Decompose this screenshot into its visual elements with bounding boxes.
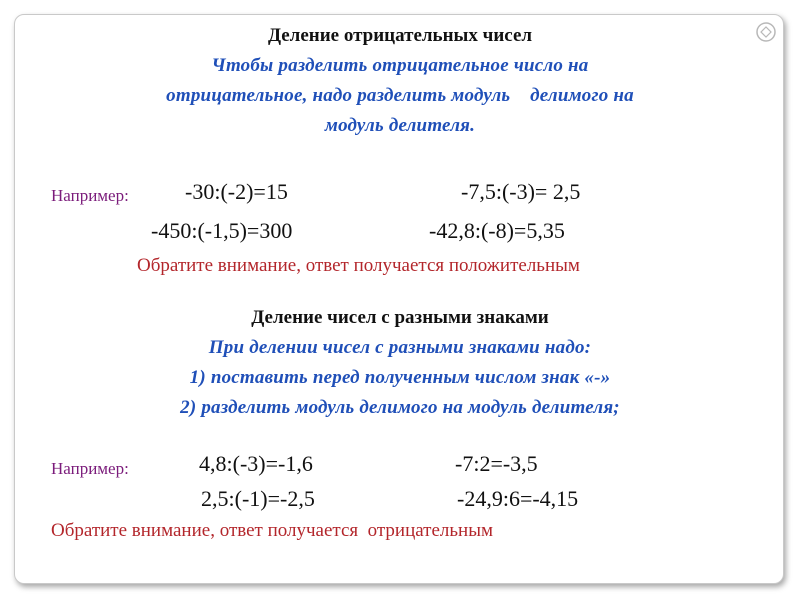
section2-example-4: -24,9:6=-4,15 [457, 486, 579, 511]
section2-rule-line-1: При делении чисел с разными знаками надо: [208, 337, 592, 358]
section2-example-3: 2,5:(-1)=-2,5 [201, 486, 315, 511]
section1-heading: Деление отрицательных чисел [267, 25, 533, 46]
section2-example-2: -7:2=-3,5 [455, 451, 538, 476]
section1-note: Обратите внимание, ответ получается положительным [137, 255, 580, 276]
section2-example-label: Например: [51, 459, 129, 478]
section2-rule-line-2: 1) поставить перед полученным числом знак «-» [189, 367, 611, 388]
section1-example-4: -42,8:(-8)=5,35 [429, 218, 565, 243]
section2-note: Обратите внимание, ответ получается отрицательным [51, 520, 494, 541]
section2-rule-line-3: 2) разделить модуль делимого на модуль делителя; [180, 397, 620, 418]
section1-example-3: -450:(-1,5)=300 [151, 218, 293, 243]
section1-rule-line-2: отрицательное, надо разделить модуль делимого на [166, 85, 634, 106]
section1-example-2: -7,5:(-3)= 2,5 [461, 179, 581, 204]
section1-rule-line-1: Чтобы разделить отрицательное число на [211, 55, 589, 76]
section2-heading: Деление чисел с разными знаками [251, 307, 549, 328]
section1-example-label: Например: [51, 186, 129, 205]
section1-example-1: -30:(-2)=15 [185, 179, 288, 204]
section2-example-1: 4,8:(-3)=-1,6 [199, 451, 313, 476]
section1-rule-line-3: модуль делителя. [324, 115, 476, 136]
slide-frame [14, 14, 784, 584]
